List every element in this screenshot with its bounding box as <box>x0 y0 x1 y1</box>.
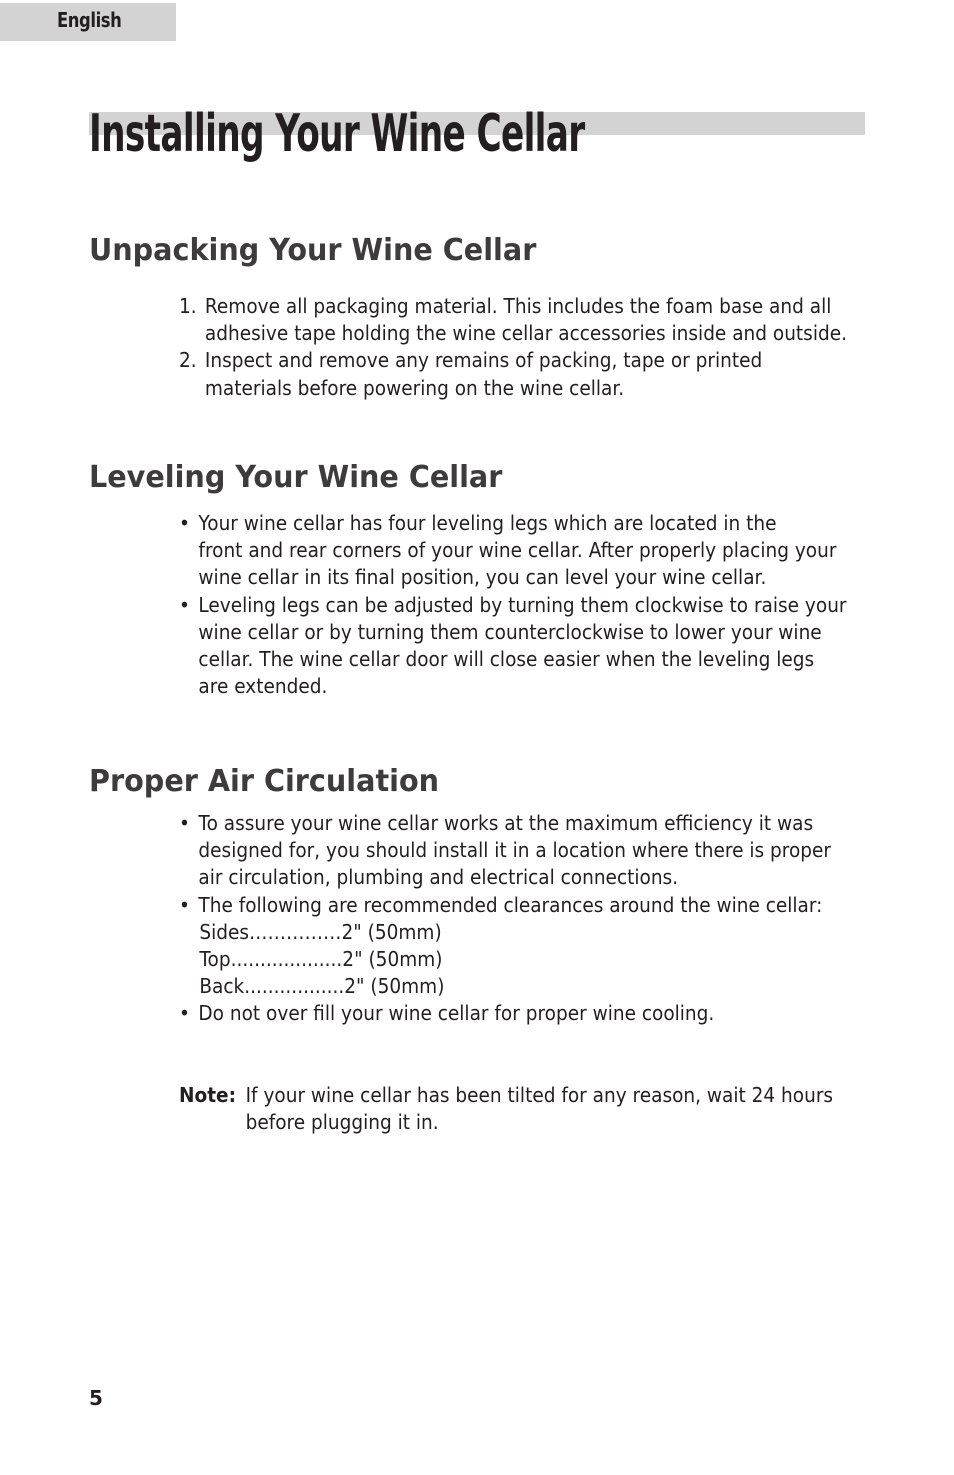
unpacking-list <box>179 293 847 402</box>
section-heading-leveling: Leveling Your Wine Cellar <box>89 460 503 495</box>
bullet: • <box>179 592 190 617</box>
list-item <box>179 510 847 592</box>
note-line: before plugging it in. <box>245 1110 439 1135</box>
list-item-line: air circulation, plumbing and electrical connections. <box>198 865 679 890</box>
language-tab <box>0 3 176 41</box>
list-item-line: wine cellar or by turning them counterclockwise to lower your wine <box>198 619 822 644</box>
list-item <box>179 892 831 1001</box>
list-item <box>179 810 831 892</box>
list-item-line: Do not over fill your wine cellar for proper wine cooling. <box>198 1001 715 1026</box>
note <box>179 1082 833 1136</box>
list-number: 1. <box>179 294 197 318</box>
list-item-line: Leveling legs can be adjusted by turning them clockwise to raise your <box>198 592 847 617</box>
list-item-line: wine cellar in its final position, you can level your wine cellar. <box>198 565 767 590</box>
list-item <box>179 293 847 347</box>
list-item-line: adhesive tape holding the wine cellar accessories inside and outside. <box>204 321 847 346</box>
clearance-top: Top...................2" (50mm) <box>199 947 443 972</box>
list-item-line: are extended. <box>198 674 328 699</box>
list-item <box>179 592 847 701</box>
leveling-list <box>179 510 847 700</box>
page-title: Installing Your Wine Cellar <box>89 104 585 164</box>
list-item-line: To assure your wine cellar works at the maximum efficiency it was <box>198 811 814 835</box>
bullet: • <box>179 811 190 835</box>
list-item-line: The following are recommended clearances around the wine cellar: <box>198 892 823 917</box>
list-item-line: Remove all packaging material. This includes the foam base and all <box>204 294 832 318</box>
list-item-line: Your wine cellar has four leveling legs which are located in the <box>198 511 777 535</box>
language-label: English <box>57 8 122 32</box>
page-number: 5 <box>89 1386 103 1410</box>
list-item <box>179 1000 831 1027</box>
list-item-line: cellar. The wine cellar door will close easier when the leveling legs <box>198 647 815 672</box>
section-heading-unpacking: Unpacking Your Wine Cellar <box>89 233 537 268</box>
section-heading-air-circulation: Proper Air Circulation <box>89 764 440 799</box>
list-number: 2. <box>179 348 197 373</box>
bullet: • <box>179 1001 190 1026</box>
list-item <box>179 347 847 401</box>
bullet: • <box>179 892 190 917</box>
clearance-back: Back.................2" (50mm) <box>199 974 445 999</box>
list-item-line: Inspect and remove any remains of packing, tape or printed <box>204 348 763 373</box>
air-circulation-list <box>179 810 831 1028</box>
note-line: If your wine cellar has been tilted for any reason, wait 24 hours <box>245 1083 834 1107</box>
list-item-line: materials before powering on the wine cellar. <box>204 375 625 400</box>
bullet: • <box>179 511 190 535</box>
note-label: Note: <box>179 1083 236 1107</box>
clearance-sides: Sides……………2" (50mm) <box>199 919 442 944</box>
list-item-line: designed for, you should install it in a location where there is proper <box>198 838 831 863</box>
list-item-line: front and rear corners of your wine cellar. After properly placing your <box>198 538 837 563</box>
